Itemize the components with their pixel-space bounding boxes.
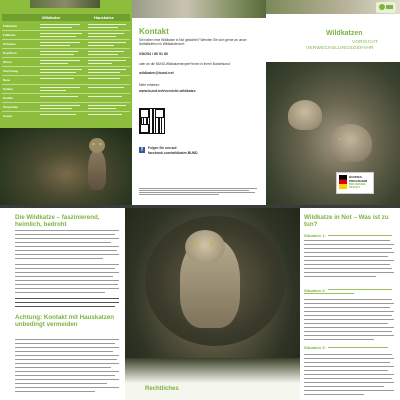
top-photo-strip bbox=[30, 0, 100, 8]
follow-label: Folgen Sie uns auf: bbox=[148, 146, 178, 150]
cat-body bbox=[88, 150, 106, 190]
contact-panel bbox=[132, 0, 266, 205]
facebook-link[interactable]: facebook.com/wildkatze.BUND bbox=[148, 151, 198, 155]
more-info-link[interactable]: www.bund.net/vorsicht-wildkatze bbox=[139, 89, 196, 93]
wildcat-forest-photo bbox=[0, 128, 132, 205]
table-row: Ohren bbox=[2, 58, 130, 67]
top-cat-photo bbox=[132, 0, 266, 18]
contact-title: Kontakt bbox=[139, 27, 169, 36]
table-row: Schwanz bbox=[2, 40, 130, 49]
kitten-log-photo bbox=[125, 208, 300, 400]
flyer-inner-page bbox=[0, 208, 400, 400]
cover-panel bbox=[266, 0, 400, 205]
qr-code[interactable] bbox=[139, 108, 165, 134]
situation-2-label: Situation 2: bbox=[304, 288, 326, 293]
situation-1-label: Situation 1: bbox=[304, 233, 326, 238]
cat-head bbox=[89, 138, 105, 153]
table-row: Fellfarbe bbox=[2, 31, 130, 40]
table-row: Augen bbox=[2, 112, 130, 120]
emergency-column bbox=[300, 208, 400, 400]
cover-subtitle-1: VORSICHT bbox=[352, 39, 379, 44]
kittens-photo bbox=[266, 62, 400, 205]
more-info-label: Mehr erfahren: bbox=[139, 83, 160, 87]
bund-logo bbox=[376, 2, 396, 13]
cover-title: Wildkatzen bbox=[326, 30, 363, 37]
table-header bbox=[2, 14, 130, 21]
table-row: Sohlen bbox=[2, 85, 130, 94]
comparison-panel bbox=[0, 0, 132, 205]
emergency-heading: Wildkatze in Not – Was ist zu tun? bbox=[304, 214, 389, 228]
table-row: Kopfform bbox=[2, 49, 130, 58]
intro-column bbox=[0, 208, 125, 400]
badge-line-1: BUNDES- bbox=[349, 175, 363, 179]
rechtliches-heading: Rechtliches bbox=[145, 386, 179, 392]
kitten-left bbox=[288, 100, 322, 130]
contact-text: Sie haben eine Wildkatze in Not gesichtet? Wenden Sie sich gerne an unser Notfalltelefon im Wildkatzendorf: bbox=[139, 38, 247, 47]
situation-3-label: Situation 3: bbox=[304, 345, 326, 350]
comparison-table bbox=[2, 22, 130, 122]
badge-line-2: PROGRAMM bbox=[349, 179, 368, 183]
kitten-right bbox=[328, 124, 372, 162]
facebook-icon[interactable]: f bbox=[139, 147, 145, 153]
contact-email[interactable]: wildkatze@bund.net bbox=[139, 71, 174, 75]
table-row: Krallen bbox=[2, 94, 130, 103]
bundesprogramm-badge bbox=[336, 172, 374, 194]
header-hauskatze: Hauskatze bbox=[94, 15, 114, 20]
log-bottom bbox=[125, 358, 300, 400]
table-row: Felldichte bbox=[2, 22, 130, 31]
contact-alt-text: oder an die BUND-Wildkatzenexpert*innen in Ihrem Bundesland: bbox=[139, 62, 231, 66]
contact-phone: 036254 / 86 51 80 bbox=[139, 52, 168, 56]
table-row: Zeichnung bbox=[2, 67, 130, 76]
table-row: Körperbau bbox=[2, 103, 130, 112]
header-wildkatze: Wildkatze bbox=[42, 15, 61, 20]
kitten-head bbox=[185, 230, 225, 264]
cover-subtitle-2: VERWECHSLUNGSGEFAHR bbox=[306, 46, 374, 51]
warning-heading: Achtung: Kontakt mit Hauskatzen unbedingt vermeiden bbox=[15, 314, 115, 328]
table-row: Nase bbox=[2, 76, 130, 85]
intro-heading: Die Wildkatze – faszinierend, heimlich, bedroht bbox=[15, 214, 100, 228]
cover-title-box bbox=[266, 0, 400, 62]
badge-line-3: BIOLOGISCHE VIELFALT bbox=[349, 183, 366, 189]
